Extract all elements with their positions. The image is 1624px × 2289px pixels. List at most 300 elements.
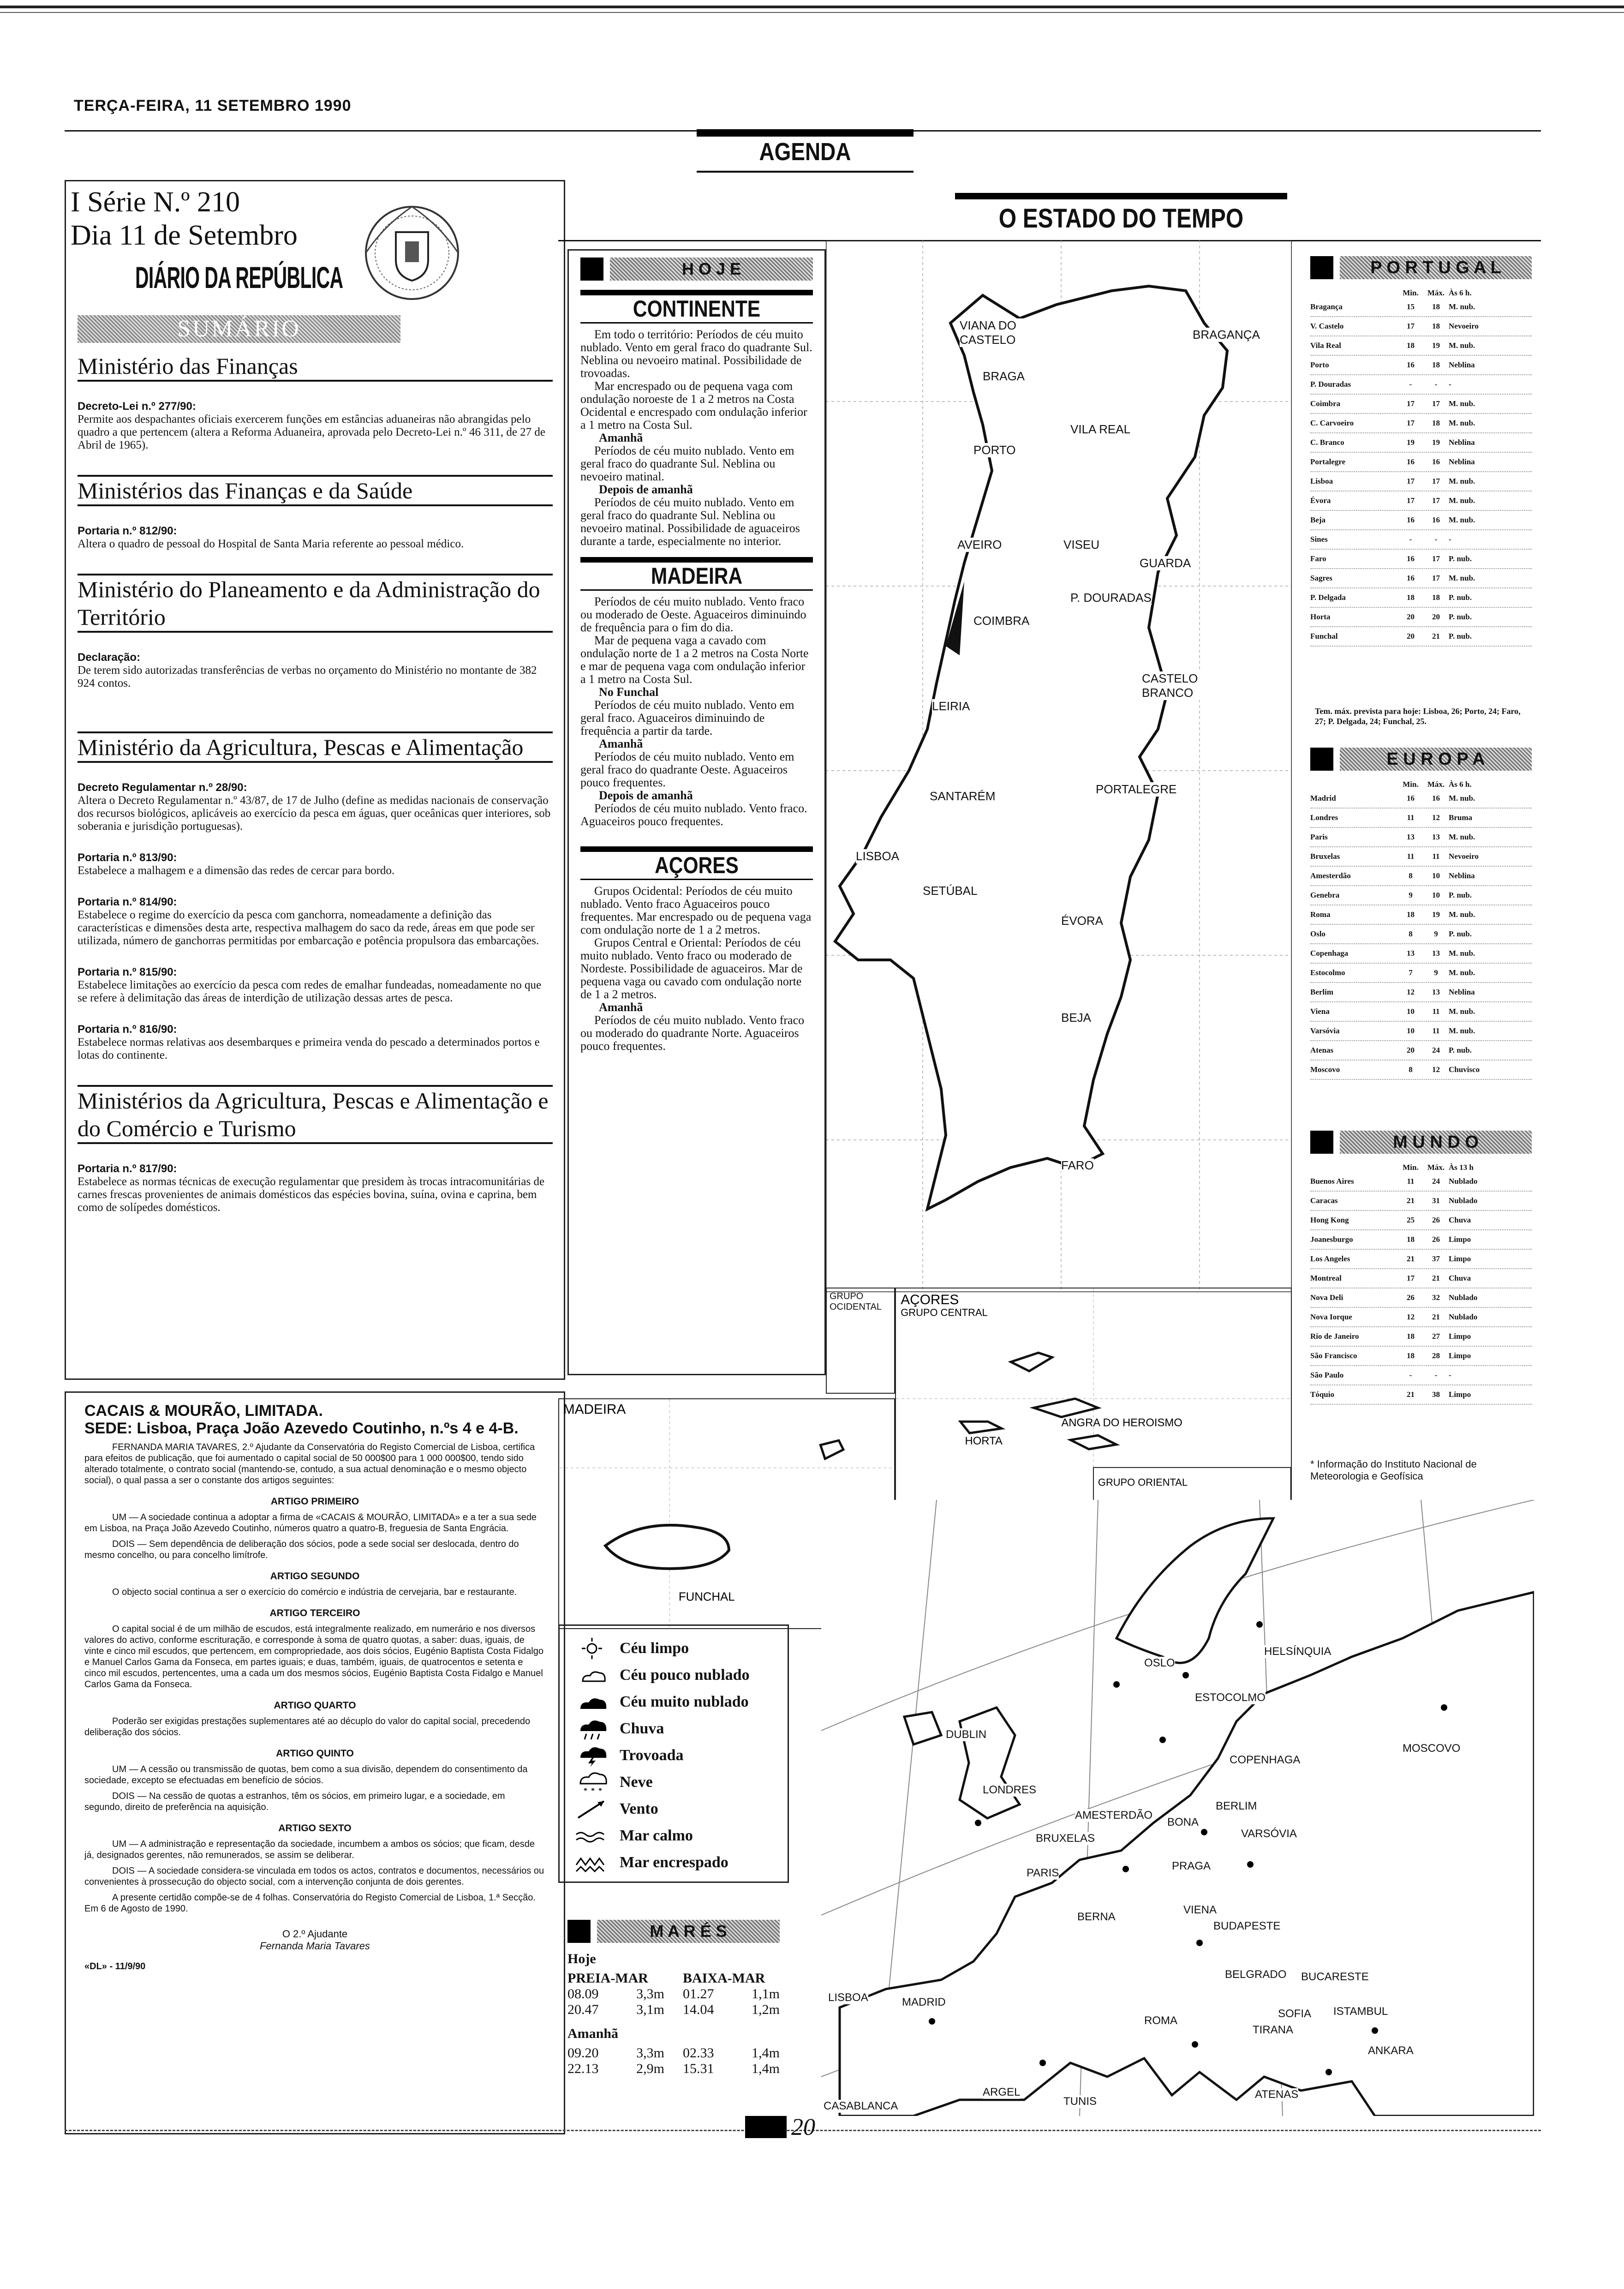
temp-max: 9 xyxy=(1434,968,1438,977)
mundo-table xyxy=(1310,1131,1532,1405)
map-city-label: MOSCOVO xyxy=(1403,1742,1461,1755)
cacais-signature xyxy=(84,1928,545,1952)
temp-min: 19 xyxy=(1407,438,1415,447)
city-name: Rio de Janeiro xyxy=(1310,1332,1359,1341)
header-block xyxy=(1310,256,1333,279)
temp-min: 21 xyxy=(1407,1196,1415,1205)
city-name: Berlim xyxy=(1310,988,1334,996)
tide-height: 1,2m xyxy=(752,2002,780,2017)
temp-max: 13 xyxy=(1432,949,1440,958)
table-row xyxy=(1310,1366,1532,1385)
city-name: Caracas xyxy=(1310,1196,1338,1205)
forecast-subheading: No Funchal xyxy=(599,685,659,699)
col-state: Às 6 h. xyxy=(1449,780,1472,789)
temp-min: 10 xyxy=(1407,1007,1415,1016)
col-state: Às 13 h xyxy=(1449,1163,1474,1172)
temp-max: 21 xyxy=(1432,1274,1440,1282)
map-city-label: ESTOCOLMO xyxy=(1195,1691,1266,1704)
temp-max: 12 xyxy=(1432,813,1440,822)
legend-item xyxy=(573,1715,774,1742)
weather-state: P. nub. xyxy=(1449,593,1472,602)
weather-state: Nevoeiro xyxy=(1449,322,1479,330)
temp-min: 17 xyxy=(1407,419,1415,427)
map-city-label: ISTAMBUL xyxy=(1333,2005,1388,2018)
mares-tomorrow-label: Amanhã xyxy=(567,2026,619,2041)
decree-label: Portaria n.º 817/90: xyxy=(78,1162,177,1175)
weather-state: Nevoeiro xyxy=(1449,852,1479,861)
legend-item xyxy=(573,1796,774,1822)
map-city-label: BRAGANÇA xyxy=(1193,328,1260,342)
city-name: Vila Real xyxy=(1310,341,1341,350)
forecast-paragraph: Períodos de céu muito nublado. Vento em geral fraco do quadrante Sul. Neblina ou nevoeiro matinal. Possibilidade de aguaceiros durante a tarde, especialmente no interior. xyxy=(580,496,800,548)
city-name: Amesterdão xyxy=(1310,871,1351,880)
temp-max: 13 xyxy=(1432,833,1440,841)
table-row xyxy=(1310,1288,1532,1308)
temp-min: 25 xyxy=(1407,1216,1415,1224)
header-block xyxy=(567,1920,591,1943)
city-name: Paris xyxy=(1310,833,1328,841)
decree-label: Decreto Regulamentar n.º 28/90: xyxy=(78,781,247,794)
preia-col xyxy=(567,2045,664,2077)
weather-state: M. nub. xyxy=(1449,341,1475,350)
europe-map xyxy=(821,1500,1534,2116)
map-city-label: BERLIM xyxy=(1216,1800,1257,1812)
preia-label: PREIA-MAR xyxy=(567,1971,648,1986)
temp-max: 17 xyxy=(1432,496,1440,505)
temp-min: 11 xyxy=(1407,1177,1415,1186)
temp-max: 37 xyxy=(1432,1254,1440,1263)
grupo-central-label: GRUPO CENTRAL xyxy=(901,1306,988,1318)
map-city-label: ARGEL xyxy=(983,2086,1021,2098)
decree-text: Estabelece a malhagem e a dimensão das redes de cercar para bordo. xyxy=(78,864,395,877)
page-number: 20 xyxy=(791,2114,815,2140)
mundo-title: M U N D O xyxy=(1340,1131,1532,1154)
city-name: Londres xyxy=(1310,813,1338,822)
date-line: TERÇA-FEIRA, 11 SETEMBRO 1990 xyxy=(74,97,352,114)
table-row xyxy=(1310,336,1532,356)
map-city-label: LISBOA xyxy=(828,1991,868,2004)
temp-min: 20 xyxy=(1407,1046,1415,1055)
sign-name: Fernanda Maria Tavares xyxy=(260,1940,370,1952)
ministry-section xyxy=(78,575,553,690)
europa-title: E U R O P A xyxy=(1340,748,1532,771)
temp-min: 20 xyxy=(1407,632,1415,641)
city-name: P. Delgada xyxy=(1310,593,1346,602)
table-row xyxy=(1310,414,1532,433)
ministry-title: Ministérios da Agricultura, Pescas e Alimentação e do Comércio e Turismo xyxy=(78,1088,549,1141)
table-row xyxy=(1310,511,1532,530)
temp-max: 16 xyxy=(1432,794,1440,803)
calm-sea-icon xyxy=(573,1824,610,1847)
grupo-ocidental-map xyxy=(826,1288,895,1394)
madeira-map-label: MADEIRA xyxy=(563,1402,626,1417)
legend-item xyxy=(573,1742,774,1769)
ministry-rule xyxy=(78,504,553,506)
city-name: Viena xyxy=(1310,1007,1330,1016)
temp-min: 8 xyxy=(1409,1065,1413,1074)
weather-state: Nublado xyxy=(1449,1196,1478,1205)
city-name: São Francisco xyxy=(1310,1351,1357,1360)
ministry-title: Ministério das Finanças xyxy=(78,353,298,379)
header-block xyxy=(1310,1131,1333,1154)
table-row xyxy=(1310,1347,1532,1366)
forecast-paragraph: Períodos de céu muito nublado. Vento fraco. Aguaceiros pouco frequentes. xyxy=(580,802,807,828)
temp-min: 12 xyxy=(1407,988,1415,996)
map-city-label: BUDAPESTE xyxy=(1213,1920,1281,1932)
weather-state: M. nub. xyxy=(1449,515,1475,524)
ministry-rule xyxy=(78,380,553,382)
col-min: Min. xyxy=(1403,1163,1419,1172)
temp-max: 26 xyxy=(1432,1216,1440,1224)
portugal-rows xyxy=(1310,298,1532,647)
temp-min: 21 xyxy=(1407,1254,1415,1263)
map-city-label: OSLO xyxy=(1144,1657,1175,1669)
forecast-paragraph: Mar encrespado ou de pequena vaga com ondulação noroeste de 1 a 2 metros na Costa Ocidental e encrespado com ondulação inferior a 1 metro na Costa Sul. xyxy=(580,379,807,431)
temp-max: 19 xyxy=(1432,438,1440,447)
weather-state: P. nub. xyxy=(1449,612,1472,621)
acores-map-label: AÇORES xyxy=(901,1292,959,1307)
temp-max: 32 xyxy=(1432,1293,1440,1302)
ministry-section xyxy=(78,477,553,551)
table-row xyxy=(1310,317,1532,336)
table-row xyxy=(1310,983,1532,1002)
table-row xyxy=(1310,964,1532,983)
map-city-label: PRAGA xyxy=(1172,1860,1211,1872)
table-row xyxy=(1310,588,1532,608)
tide-height: 2,9m xyxy=(636,2061,664,2076)
weather-state: M. nub. xyxy=(1449,833,1475,841)
temp-min: 18 xyxy=(1407,1332,1415,1341)
table-row xyxy=(1310,530,1532,550)
acores-title: AÇORES xyxy=(655,852,739,878)
temp-min: 15 xyxy=(1407,302,1415,311)
map-city-label: AMESTERDÃO xyxy=(1075,1809,1153,1822)
city-name: São Paulo xyxy=(1310,1371,1344,1379)
portugal-title: P O R T U G A L xyxy=(1340,256,1532,279)
temp-min: 7 xyxy=(1409,968,1413,977)
city-name: Joanesburgo xyxy=(1310,1235,1353,1244)
baixa-col xyxy=(683,2045,780,2077)
tide-time: 02.33 xyxy=(683,2045,714,2061)
temp-max: 27 xyxy=(1432,1332,1440,1341)
map-city-label: BONA xyxy=(1167,1816,1199,1828)
city-name: Nova Iorque xyxy=(1310,1312,1352,1321)
table-row xyxy=(1310,1041,1532,1061)
decree-text: Altera o Decreto Regulamentar n.º 43/87, de 17 de Julho (define as medidas nacionais de conservação dos recursos biológicos, aplicáveis ao exercício da pesca em águas, quer oceânicas quer interiores, sob soberania e jurisdição portuguesas). xyxy=(78,794,551,833)
temp-max: 28 xyxy=(1432,1351,1440,1360)
rain-icon xyxy=(573,1717,610,1740)
forecast-paragraph: Períodos de céu muito nublado. Vento em geral fraco. Aguaceiros diminuindo de frequência a partir da tarde. xyxy=(580,698,794,737)
mares-tomorrow xyxy=(567,2045,780,2077)
table-row xyxy=(1310,905,1532,925)
decree-text: Estabelece limitações ao exercício da pesca com redes de emalhar fundeadas, nomeadamente no que se refere à delimitação das áreas de interdição de utilização dessas artes de pesca. xyxy=(78,979,542,1004)
temp-min: 13 xyxy=(1407,833,1415,841)
temp-min: 10 xyxy=(1407,1026,1415,1035)
tide-time: 22.13 xyxy=(567,2061,599,2076)
city-name: Buenos Aires xyxy=(1310,1177,1354,1186)
map-city-label: PORTALEGRE xyxy=(1096,782,1177,796)
cacais-closing: A presente certidão compõe-se de 4 folhas. Conservatória do Registo Comercial de Lisboa, 1.ª Secção. Em 6 de Agosto de 1990. xyxy=(84,1893,536,1914)
weather-state: P. nub. xyxy=(1449,554,1472,563)
map-city-label: P. DOURADAS xyxy=(1070,591,1152,605)
temp-min: 17 xyxy=(1407,496,1415,505)
forecast-subheading: Amanhã xyxy=(599,431,643,444)
map-city-label: FARO xyxy=(1061,1158,1094,1172)
temp-min: 18 xyxy=(1407,593,1415,602)
weather-state: M. nub. xyxy=(1449,574,1475,582)
dl-logo-icon xyxy=(745,2116,787,2138)
cloud-icon xyxy=(573,1690,610,1714)
map-city-label: BUCARESTE xyxy=(1301,1971,1369,1983)
temp-max: 24 xyxy=(1432,1177,1440,1186)
ministry-section xyxy=(78,733,553,1062)
mares-header xyxy=(567,1920,780,1943)
temp-max: 21 xyxy=(1432,1312,1440,1321)
map-city-label: PARIS xyxy=(1027,1867,1059,1879)
grupo-oriental-label: GRUPO ORIENTAL xyxy=(1098,1476,1188,1488)
portugal-header xyxy=(1310,256,1532,279)
tide-time: 08.09 xyxy=(567,1986,599,2001)
article-title: ARTIGO SEXTO xyxy=(278,1823,352,1834)
portugal-table xyxy=(1310,256,1532,647)
temp-min: 17 xyxy=(1407,322,1415,330)
region-rule xyxy=(580,879,813,880)
header-block xyxy=(1310,748,1333,771)
section-title: AGENDA xyxy=(759,138,851,166)
madeira-forecast xyxy=(580,595,813,828)
table-row xyxy=(1310,627,1532,647)
table-row xyxy=(1310,433,1532,453)
forecast-paragraph: Períodos de céu muito nublado. Vento em geral fraco do quadrante Sul. Neblina ou nevoeiro matinal. xyxy=(580,444,794,483)
temp-max: 10 xyxy=(1432,871,1440,880)
madeira-title: MADEIRA xyxy=(651,563,743,589)
header-block xyxy=(580,258,603,281)
article-text: O objecto social continua a ser o exercício do comércio e indústria de cervejaria, bar e restaurante. xyxy=(112,1587,517,1597)
city-name: Coimbra xyxy=(1310,399,1341,408)
decree-text: Altera o quadro de pessoal do Hospital de Santa Maria referente ao pessoal médico. xyxy=(78,538,464,550)
forecast-paragraph: Grupos Central e Oriental: Períodos de céu muito nublado. Vento fraco ou moderado de Nordeste. Possibilidade de aguaceiros. Mar de pequena vaga ou cavado com ondulação norte de 1 a 2 metros. xyxy=(580,936,803,1001)
decree-text: Estabelece normas relativas aos desembarques e primeira venda do pescado a determinados portos e lotas do continente. xyxy=(78,1036,540,1061)
map-city-label: BERNA xyxy=(1077,1911,1116,1923)
table-row xyxy=(1310,1308,1532,1327)
table-row xyxy=(1310,608,1532,627)
city-name: Nova Deli xyxy=(1310,1293,1343,1302)
map-city-label: SANTARÉM xyxy=(930,789,996,803)
decree-label: Portaria n.º 812/90: xyxy=(78,525,177,537)
top-border xyxy=(0,6,1624,8)
map-city-label: VIANA DO CASTELO xyxy=(960,318,1066,347)
table-row xyxy=(1310,789,1532,809)
map-city-label: PORTO xyxy=(973,443,1016,457)
map-city-label: ÉVORA xyxy=(1061,914,1104,928)
table-row xyxy=(1310,569,1532,588)
baixa-col xyxy=(683,1971,780,2018)
map-city-label: BRAGA xyxy=(983,369,1025,383)
city-name: Moscovo xyxy=(1310,1065,1340,1074)
continente-title: CONTINENTE xyxy=(633,296,761,322)
map-city-label: TUNIS xyxy=(1063,2095,1097,2108)
temp-min: 18 xyxy=(1407,910,1415,919)
temp-max: 18 xyxy=(1432,322,1440,330)
sumario-content xyxy=(78,352,553,1214)
funchal-label: FUNCHAL xyxy=(678,1590,735,1604)
city-name: Beja xyxy=(1310,515,1326,524)
city-name: Oslo xyxy=(1310,929,1326,938)
region-rule xyxy=(580,589,813,591)
svg-text:*: * xyxy=(598,1787,602,1794)
hoje-header xyxy=(580,258,813,281)
preia-col xyxy=(567,1971,664,2018)
weather-legend xyxy=(558,1624,789,1883)
cacais-heading xyxy=(84,1402,545,1437)
tide-height: 3,1m xyxy=(636,2002,664,2017)
weather-state: Neblina xyxy=(1449,871,1475,880)
weather-state: M. nub. xyxy=(1449,910,1475,919)
article-text: O capital social é de um milhão de escudos, está integralmente realizado, em numerário e nos diversos valores do activo, conforme escrituração, e corresponde à soma de quatro quotas, a saber: duas, iguais, de vinte e cinco mil escudos, que pertencem, em compropriedade, aos dois sócios, Eugénio Baptista Costa Fidalgo e Manuel Carlos Gama da Fonseca, em partes iguais; e duas, também, iguais, de quatrocentos e setenta e cinco mil escudos, pertencentes, uma a cada um dos mesmos sócios, Eugénio Baptista Costa Fidalgo e Manuel Carlos Gama da Fonseca. xyxy=(84,1624,543,1690)
cacais-intro: FERNANDA MARIA TAVARES, 2.º Ajudante da Conservatória do Registo Comercial de Lisboa, certifica para efeitos de publicação, que foi aumentado o capital social de 50 000$00 para 1 000 000$00, tendo sido alterado totalmente, o contrato social (mantendo-se, contudo, a sua actual denominação e o mesmo objecto social), o qual passa a ser o constante dos artigos seguintes: xyxy=(84,1442,535,1486)
tide-time: 01.27 xyxy=(683,1986,714,2001)
temp-max: 17 xyxy=(1432,554,1440,563)
map-city-label: COPENHAGA xyxy=(1230,1754,1301,1766)
article-title: ARTIGO TERCEIRO xyxy=(269,1608,360,1618)
map-city-label: HELSÍNQUIA xyxy=(1264,1645,1331,1658)
map-city-label: ATENAS xyxy=(1255,2088,1299,2101)
city-name: V. Castelo xyxy=(1310,322,1344,330)
serie-number: I Série N.º 210 xyxy=(71,186,240,218)
weather-state: Limpo xyxy=(1449,1332,1471,1341)
table-row xyxy=(1310,356,1532,375)
temp-min: 16 xyxy=(1407,457,1415,466)
temp-max: 26 xyxy=(1432,1235,1440,1244)
map-city-label: VISEU xyxy=(1063,538,1100,551)
region-bar xyxy=(580,846,813,852)
legend-label: Céu muito nublado xyxy=(620,1693,749,1710)
forecast-paragraph: Em todo o território: Períodos de céu muito nublado. Vento em geral fraco do quadrante Sul. Neblina ou nevoeiro matinal. Possibilidade de trovoadas. xyxy=(580,328,812,380)
temp-min: 17 xyxy=(1407,399,1415,408)
legend-label: Neve xyxy=(620,1774,653,1791)
article-text: UM — A sociedade continua a adoptar a firma de «CACAIS & MOURÃO, LIMITADA» e a ter a sua sede em Lisboa, na Praça João Azevedo Coutinho, números quatro a quatro-B, freguesia de Santa Engrácia. xyxy=(84,1512,537,1534)
weather-state: - xyxy=(1449,380,1451,389)
temp-max: 12 xyxy=(1432,1065,1440,1074)
col-min: Min. xyxy=(1403,780,1419,789)
weather-state: Bruma xyxy=(1449,813,1472,822)
ministry-title: Ministérios das Finanças e da Saúde xyxy=(78,478,413,503)
temp-min: 16 xyxy=(1407,360,1415,369)
table-row xyxy=(1310,375,1532,395)
legend-label: Céu limpo xyxy=(620,1640,689,1657)
table-row xyxy=(1310,1061,1532,1080)
table-row xyxy=(1310,1211,1532,1230)
temp-max: 18 xyxy=(1432,593,1440,602)
weather-state: Nublado xyxy=(1449,1177,1478,1186)
tide-height: 3,3m xyxy=(636,2045,664,2061)
weather-state: M. nub. xyxy=(1449,1007,1475,1016)
temp-max: 18 xyxy=(1432,302,1440,311)
temp-min: 17 xyxy=(1407,1274,1415,1282)
temp-max: 9 xyxy=(1434,929,1438,938)
temp-min: 11 xyxy=(1407,852,1415,861)
weather-state: M. nub. xyxy=(1449,477,1475,485)
weather-state: Chuva xyxy=(1449,1274,1471,1282)
map-city-label: MADRID xyxy=(902,1996,946,2008)
map-city-label: ANKARA xyxy=(1368,2044,1414,2057)
map-city-label: BRUXELAS xyxy=(1036,1832,1095,1845)
ministry-title: Ministério do Planeamento e da Administração do Território xyxy=(78,576,540,630)
city-name: Bruxelas xyxy=(1310,852,1340,861)
table-row xyxy=(1310,925,1532,944)
city-name: Atenas xyxy=(1310,1046,1334,1055)
map-city-label: VARSÓVIA xyxy=(1241,1828,1297,1840)
city-name: Lisboa xyxy=(1310,477,1333,485)
temp-min: 20 xyxy=(1407,612,1415,621)
region-bar xyxy=(580,290,813,295)
forecast-paragraph: Períodos de céu muito nublado. Vento fraco ou moderado do quadrante Norte. Aguaceiros pouco frequentes. xyxy=(580,1013,805,1053)
temp-min: 8 xyxy=(1409,871,1413,880)
table-row xyxy=(1310,1172,1532,1192)
legend-item xyxy=(573,1635,774,1662)
weather-state: P. nub. xyxy=(1449,891,1472,899)
table-row xyxy=(1310,809,1532,828)
tide-height: 1,1m xyxy=(752,1986,780,2001)
temp-max: - xyxy=(1434,1371,1438,1379)
weather-state: M. nub. xyxy=(1449,968,1475,977)
temp-min: 11 xyxy=(1407,813,1415,822)
temp-max: 10 xyxy=(1432,891,1440,899)
city-name: Sagres xyxy=(1310,574,1332,582)
sumario-box xyxy=(65,180,565,1380)
weather-state: P. nub. xyxy=(1449,632,1472,641)
temp-min: 21 xyxy=(1407,1390,1415,1399)
article-title: ARTIGO PRIMEIRO xyxy=(270,1496,359,1507)
city-name: Varsóvia xyxy=(1310,1026,1340,1035)
temp-max: 17 xyxy=(1432,574,1440,582)
tide-time: 14.04 xyxy=(683,2002,714,2017)
legend-label: Vento xyxy=(620,1800,658,1817)
ministry-section xyxy=(78,1087,553,1214)
legend-label: Chuva xyxy=(620,1720,664,1737)
temp-min: 16 xyxy=(1407,515,1415,524)
temp-max: - xyxy=(1434,535,1438,544)
article-title: ARTIGO QUARTO xyxy=(274,1700,356,1711)
tide-time: 09.20 xyxy=(567,2045,599,2061)
weather-state: M. nub. xyxy=(1449,302,1475,311)
city-name: C. Carvoeiro xyxy=(1310,419,1354,427)
agenda-bar xyxy=(697,129,914,137)
serie-date: Dia 11 de Setembro xyxy=(71,220,298,251)
europa-header xyxy=(1310,748,1532,771)
temp-max: 19 xyxy=(1432,910,1440,919)
angra-label: ANGRA DO HEROISMO xyxy=(1061,1416,1182,1429)
forecast-paragraph: Mar de pequena vaga a cavado com ondulação norte de 1 a 2 metros na Costa Norte e mar de pequena vaga com ondulação inferior a 1 metro na Costa Sul. xyxy=(580,634,809,686)
weather-state: - xyxy=(1449,535,1451,544)
table-row xyxy=(1310,1192,1532,1211)
table-row xyxy=(1310,867,1532,886)
temp-max: 17 xyxy=(1432,477,1440,485)
region-rule xyxy=(580,322,813,324)
table-row xyxy=(1310,1269,1532,1288)
legend-item xyxy=(573,1849,774,1876)
weather-state: M. nub. xyxy=(1449,794,1475,803)
temp-max: 11 xyxy=(1432,1007,1440,1016)
table-row xyxy=(1310,847,1532,867)
city-name: C. Branco xyxy=(1310,438,1344,447)
cacais-announcement xyxy=(65,1391,565,2134)
temp-min: 16 xyxy=(1407,794,1415,803)
svg-text:*: * xyxy=(591,1787,595,1794)
thunderstorm-icon xyxy=(573,1744,610,1767)
temp-max: - xyxy=(1434,380,1438,389)
weather-state: M. nub. xyxy=(1449,419,1475,427)
